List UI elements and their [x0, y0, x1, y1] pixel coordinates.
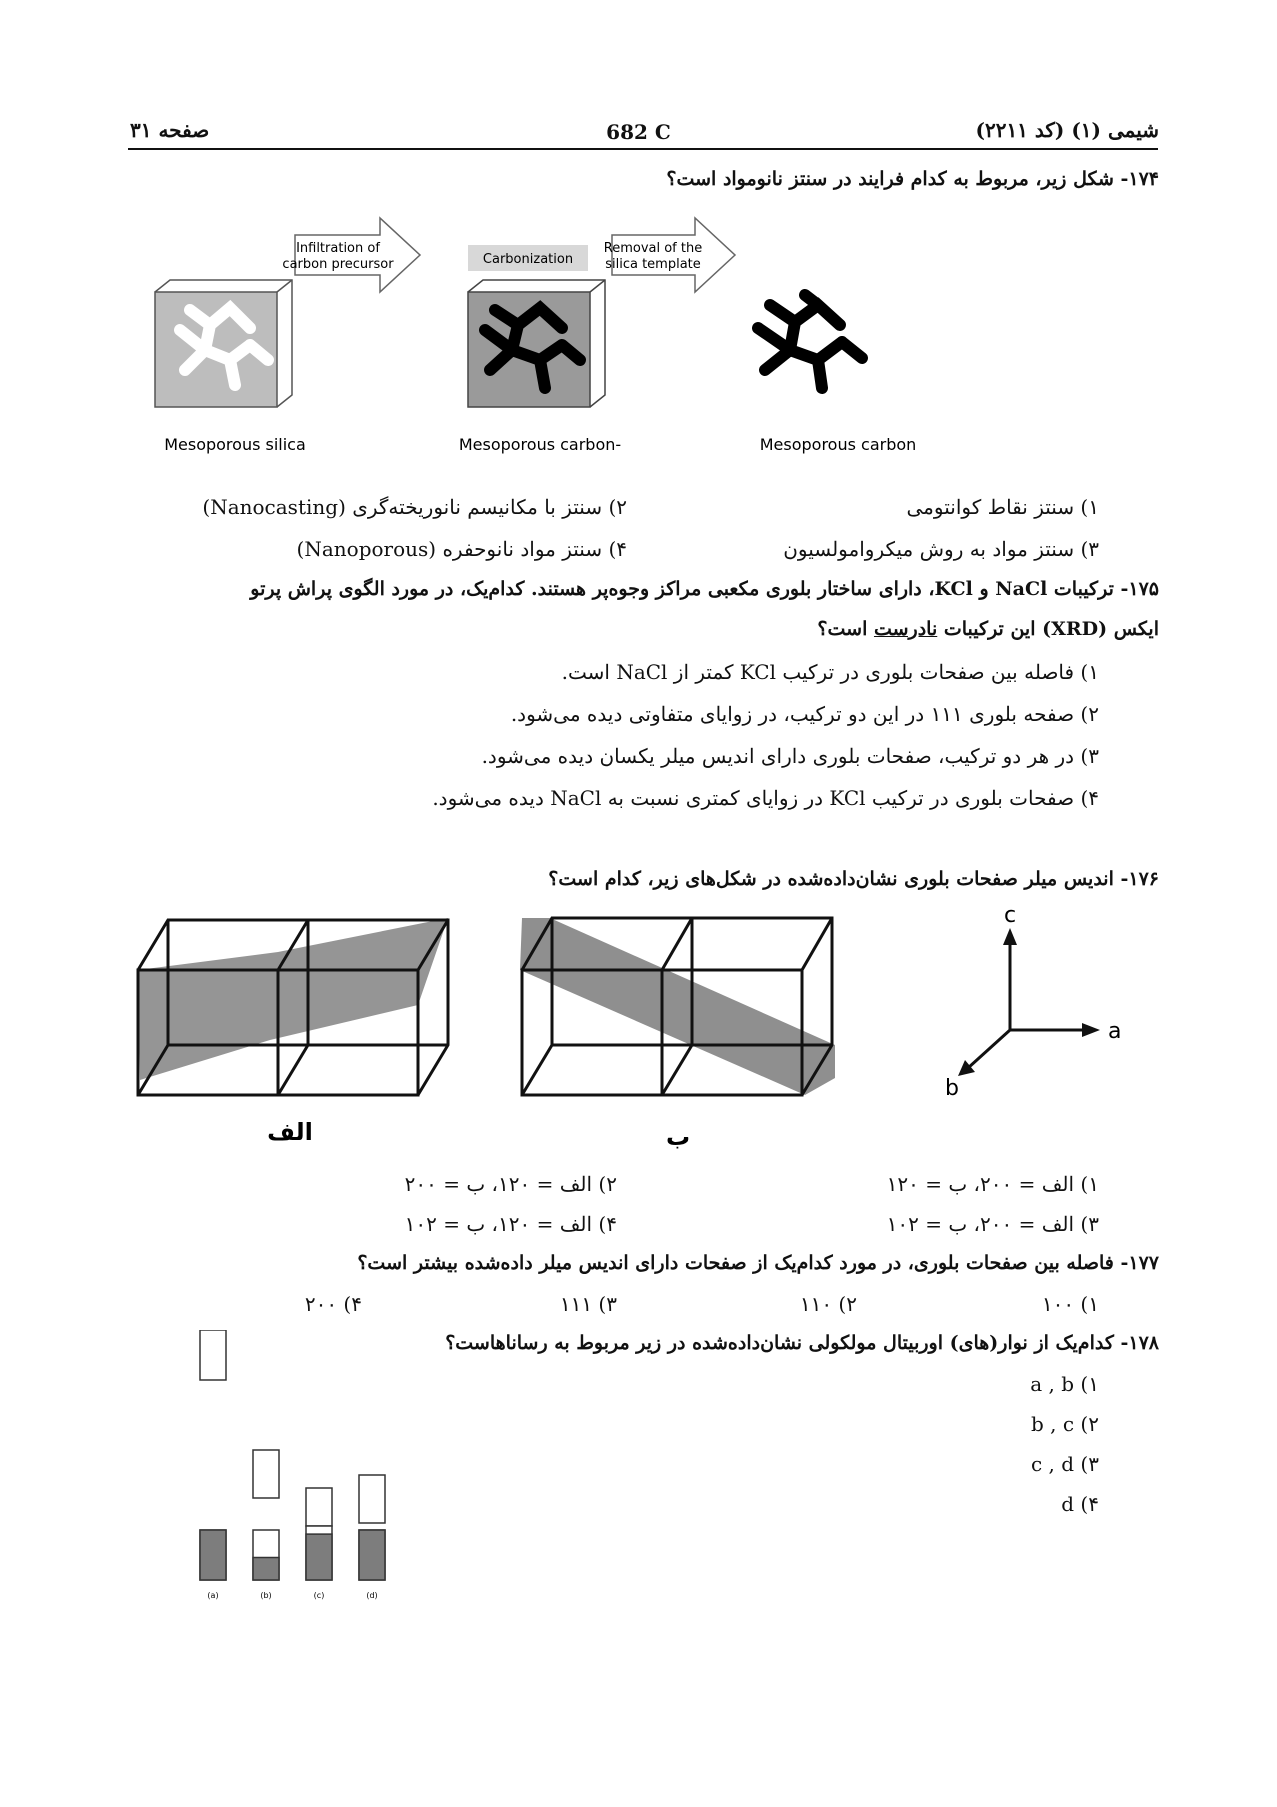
q177-option-4[interactable]: ۴) ۲۰۰	[304, 1292, 362, 1316]
axis-a-label: a	[1108, 1019, 1122, 1044]
carbon-structure	[758, 295, 862, 388]
cube-pair-be	[520, 918, 835, 1095]
q175-stem-line2	[817, 618, 1159, 640]
q175-option-3[interactable]: ۳) در هر دو ترکیب، صفحات بلوری دارای اندیس میلر یکسان دیده می‌شود.	[481, 744, 1099, 768]
arrow2-line1: Removal of the	[603, 241, 703, 256]
q174-option-2[interactable]: ۲) سنتز با مکانیسم نانوریخته‌گری (Nanocasting)	[202, 495, 627, 519]
label-mesoporous-silica: Mesoporous silica	[164, 435, 306, 454]
band-d-upper	[359, 1475, 385, 1523]
q174-option-1[interactable]: ۱) سنتز نقاط کوانتومی	[906, 495, 1099, 519]
band-c-filled	[306, 1534, 332, 1580]
header-rule	[128, 148, 1158, 150]
q174-option-4[interactable]: ۴) سنتز مواد نانوحفره (Nanoporous)	[296, 537, 627, 561]
q176-option-2[interactable]: ۲) الف = ۱۲۰، ب = ۲۰۰	[404, 1172, 617, 1196]
q175-option-2[interactable]: ۲) صفحه بلوری ۱۱۱ در این دو ترکیب، در زوایای متفاوتی دیده می‌شود.	[510, 702, 1099, 726]
q175-option-1[interactable]: ۱) فاصله بین صفحات بلوری در ترکیب KCl کمتر از NaCl است.	[561, 660, 1099, 684]
axis-c-label: c	[1004, 903, 1017, 928]
q175-stem-underlined: نادرست	[873, 618, 938, 640]
band-label-d: (d)	[366, 1591, 378, 1600]
q175-option-4[interactable]: ۴) صفحات بلوری در ترکیب KCl در زوایای کمتری نسبت به NaCl دیده می‌شود.	[432, 786, 1099, 810]
composite-cube	[468, 280, 605, 407]
label-mesoporous-carbon-composite: Mesoporous carbon-	[458, 435, 622, 454]
nanocasting-figure	[150, 210, 950, 470]
silica-cube	[155, 280, 292, 407]
axes-diagram	[945, 903, 1121, 1101]
header-page-number: صفحه ۳۱	[130, 118, 210, 142]
band-b-upper	[253, 1450, 279, 1498]
q177-option-3[interactable]: ۳) ۱۱۱	[559, 1292, 617, 1316]
q174-stem: ۱۷۴- شکل زیر، مربوط به کدام فرایند در سنتز نانومواد است؟	[666, 168, 1159, 190]
header-code: 682 C	[606, 120, 671, 144]
q177-option-1[interactable]: ۱) ۱۰۰	[1041, 1292, 1099, 1316]
q178-option-4[interactable]: ۴) d	[1061, 1492, 1099, 1516]
band-a-filled	[200, 1530, 226, 1580]
q178-option-1[interactable]: ۱) a , b	[1030, 1372, 1099, 1396]
band-b-filled	[253, 1558, 279, 1581]
carbonization-label: Carbonization	[482, 252, 574, 267]
label-be: ب	[665, 1123, 691, 1150]
band-label-a: (a)	[207, 1591, 219, 1600]
band-diagram-figure	[190, 1330, 420, 1610]
q177-stem: ۱۷۷- فاصله بین صفحات بلوری، در مورد کدام‌یک از صفحات دارای اندیس میلر داده‌شده بیشتر است؟	[357, 1252, 1159, 1274]
band-d-filled	[359, 1530, 385, 1580]
q178-stem: ۱۷۸- کدام‌یک از نوار(های) اوربیتال مولکولی نشان‌داده‌شده در زیر مربوط به رساناهاست؟	[445, 1332, 1159, 1354]
axis-b-label: b	[945, 1076, 959, 1101]
arrow1-line1: Infiltration of	[296, 241, 380, 256]
band-a-empty	[200, 1330, 226, 1380]
arrow2-line2: silica template	[605, 257, 701, 272]
q175-stem-part1: ایکس (XRD) این ترکیبات	[937, 618, 1159, 640]
q177-option-2[interactable]: ۲) ۱۱۰	[799, 1292, 857, 1316]
cube-pair-alef	[138, 918, 448, 1095]
band-c-upper	[306, 1488, 332, 1526]
q174-option-3[interactable]: ۳) سنتز مواد به روش میکروامولسیون	[783, 537, 1099, 561]
q176-option-1[interactable]: ۱) الف = ۲۰۰، ب = ۱۲۰	[886, 1172, 1099, 1196]
band-label-b: (b)	[260, 1591, 272, 1600]
arrow-infiltration	[282, 218, 420, 292]
band-label-c: (c)	[313, 1591, 325, 1600]
q176-option-4[interactable]: ۴) الف = ۱۲۰، ب = ۱۰۲	[404, 1212, 617, 1236]
q175-stem-part2: است؟	[817, 618, 874, 640]
q178-option-3[interactable]: ۳) c , d	[1031, 1452, 1099, 1476]
q175-stem-line1: ۱۷۵- ترکیبات NaCl و KCl، دارای ساختار بلوری مکعبی مراکز وجوه‌پر هستند. کدام‌یک، در مورد الگوی پراش پرتو	[250, 578, 1159, 600]
q178-option-2[interactable]: ۲) b , c	[1031, 1412, 1099, 1436]
q176-stem: ۱۷۶- اندیس میلر صفحات بلوری نشان‌داده‌شده در شکل‌های زیر، کدام است؟	[548, 868, 1159, 890]
label-mesoporous-carbon: Mesoporous carbon	[759, 435, 917, 454]
q176-option-3[interactable]: ۳) الف = ۲۰۰، ب = ۱۰۲	[886, 1212, 1099, 1236]
arrow-removal	[604, 218, 735, 292]
header-course: شیمی (۱) (کد ۲۲۱۱)	[975, 118, 1159, 142]
miller-planes-figure	[130, 900, 1150, 1150]
label-alef: الف	[267, 1118, 313, 1146]
arrow1-line2: carbon precursor	[282, 257, 394, 272]
